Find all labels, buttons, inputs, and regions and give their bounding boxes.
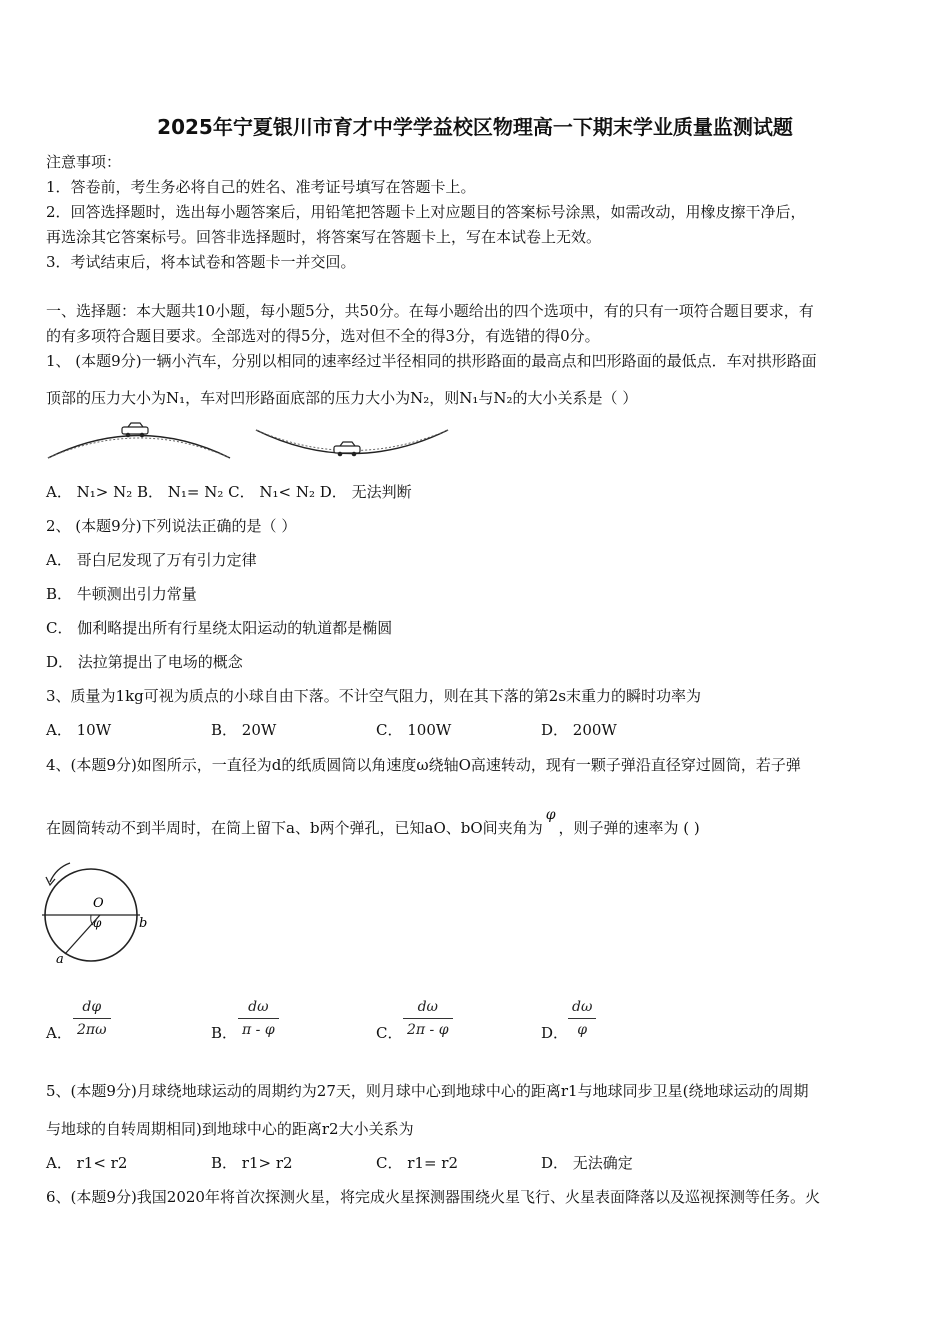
fraction-numerator: dφ [73,996,111,1019]
q1-road-figure [44,415,454,465]
q2-option-b: B． 牛顿测出引力常量 [46,585,197,603]
q5-option-b: B． r1> r2 [211,1154,293,1172]
q5-option-a: A． r1< r2 [46,1154,128,1172]
concave-road-diagram [256,430,448,456]
q2-stem: 2、 (本题9分)下列说法正确的是（ ） [46,517,297,535]
phi-symbol: φ [545,807,556,823]
q4-stem-line2-end: ，则子弹的速率为 ( ) [558,819,700,837]
q2-option-a: A． 哥白尼发现了万有引力定律 [46,551,257,569]
q3-option-b: B． 20W [211,721,277,739]
notice-item-1: 1．答卷前，考生务必将自己的姓名、准考证号填写在答题卡上。 [46,178,476,196]
q5-option-c: C． r1= r2 [376,1154,459,1172]
q4-option-a-fraction [73,996,111,1041]
rotation-arrow-icon [46,863,70,885]
q1-options: A． N₁> N₂ B． N₁= N₂ C． N₁< N₂ D． 无法判断 [46,483,412,501]
fraction-denominator: π - φ [242,1022,275,1038]
q4-option-d-fraction [568,996,596,1041]
fraction-denominator: 2π - φ [407,1022,449,1038]
q1-stem-line1: 1、 (本题9分)一辆小汽车，分别以相同的速率经过半径相同的拱形路面的最高点和凹形路面的最低点．车对拱形路面 [46,352,817,370]
q4-stem-line2-text: 在圆筒转动不到半周时，在筒上留下a、b两个弹孔，已知aO、bO间夹角为 [46,819,543,837]
q4-option-b-fraction [238,996,279,1041]
arch-road-diagram [48,423,230,458]
section-instructions-2: 的有多项符合题目要求。全部选对的得5分，选对但不全的得3分，有选错的得0分。 [46,327,600,345]
fraction-denominator: 2πω [77,1022,107,1038]
page-title: 2025年宁夏银川市育才中学学益校区物理高一下期末学业质量监测试题 [157,115,793,139]
q5-stem-line2: 与地球的自转周期相同)到地球中心的距离r2大小关系为 [46,1120,414,1138]
q4-cylinder-figure [38,855,158,970]
fraction-numerator: dω [403,996,453,1019]
notice-item-2b: 再选涂其它答案标号。回答非选择题时，将答案写在答题卡上，写在本试卷上无效。 [46,228,602,246]
q3-stem: 3、质量为1kg可视为质点的小球自由下落。不计空气阻力，则在其下落的第2s末重力的瞬时功率为 [46,687,702,705]
label-a: a [56,952,64,967]
q4-option-c-fraction [403,996,453,1041]
q4-option-d-label: D． [541,1024,569,1042]
fraction-denominator: φ [577,1022,588,1038]
label-phi: φ [93,916,102,930]
label-b: b [139,916,148,931]
q4-stem-line1: 4、(本题9分)如图所示，一直径为d的纸质圆筒以角速度ω绕轴O高速转动，现有一颗子弹沿直径穿过圆筒，若子弹 [46,756,801,774]
q2-option-d: D． 法拉第提出了电场的概念 [46,653,243,671]
fraction-numerator: dω [238,996,279,1019]
q3-option-d: D． 200W [541,721,617,739]
q5-stem-line1: 5、(本题9分)月球绕地球运动的周期约为27天，则月球中心到地球中心的距离r1与地球同步卫星(绕地球运动的周期 [46,1082,809,1100]
q4-option-c-label: C． [376,1024,403,1042]
q1-stem-line2: 顶部的压力大小为N₁，车对凹形路面底部的压力大小为N₂，则N₁与N₂的大小关系是（ ） [46,389,638,407]
q2-option-c: C． 伽利略提出所有行星绕太阳运动的轨道都是椭圆 [46,619,393,637]
q4-stem-line2 [46,807,700,839]
notice-item-3: 3．考试结束后，将本试卷和答题卡一并交回。 [46,253,356,271]
q3-option-a: A． 10W [46,721,112,739]
notice-item-2a: 2．回答选择题时，选出每小题答案后，用铅笔把答题卡上对应题目的答案标号涂黑，如需改动，用橡皮擦干净后， [46,203,806,221]
q5-option-d: D． 无法确定 [541,1154,633,1172]
q6-stem-line1: 6、(本题9分)我国2020年将首次探测火星，将完成火星探测器围绕火星飞行、火星表面降落以及巡视探测等任务。火 [46,1188,820,1206]
q3-option-c: C． 100W [376,721,452,739]
q4-option-b-label: B． [211,1024,238,1042]
notice-heading: 注意事项： [46,153,122,171]
q4-option-a-label: A． [46,1024,72,1042]
fraction-numerator: dω [568,996,596,1019]
label-O: O [93,896,104,911]
section-instructions-1: 一、选择题：本大题共10小题，每小题5分，共50分。在每小题给出的四个选项中，有的只有一项符合题目要求，有 [46,302,814,320]
